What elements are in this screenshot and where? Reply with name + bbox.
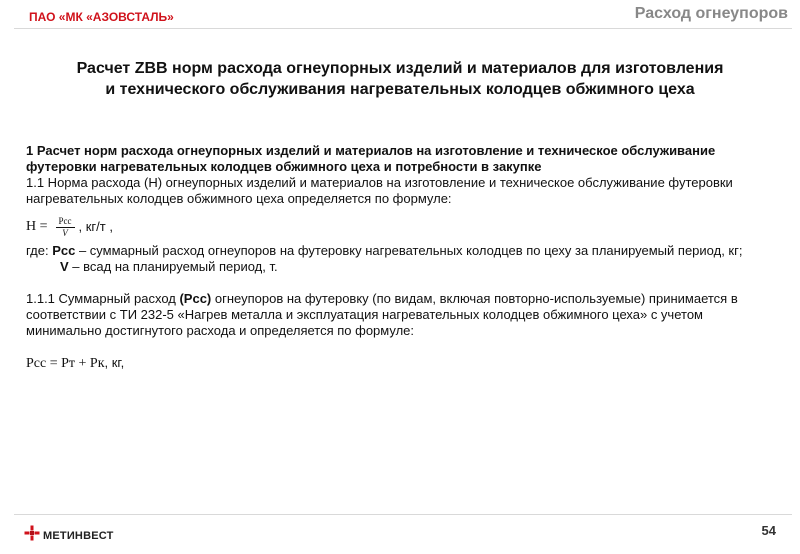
spacer: [26, 275, 782, 291]
page-number: 54: [761, 523, 776, 538]
content-body: [26, 143, 782, 372]
metinvest-logo-icon: [24, 525, 40, 546]
fraction-denominator: V: [62, 227, 68, 238]
paragraph-total-prefix: 1.1.1 Суммарный расход: [26, 291, 180, 306]
metinvest-logo-text: МЕТИНВЕСТ: [43, 529, 114, 542]
formula-total-expr: Рсс = Рт + Рк: [26, 356, 105, 371]
spacer: [26, 339, 782, 355]
formula-norm: [26, 211, 782, 243]
footer-divider: [14, 514, 792, 515]
formula-total: [26, 355, 782, 372]
definition-v: [26, 259, 782, 275]
slide-title: [20, 58, 780, 100]
formula-fraction: [56, 216, 75, 239]
slide-title-line-2: и технического обслуживания нагревательных колодцев обжимного цеха: [105, 81, 695, 98]
formula-total-unit: , кг,: [104, 355, 125, 370]
metinvest-logo: [24, 525, 114, 546]
company-name: ПАО «МК «АЗОВСТАЛЬ»: [29, 10, 174, 24]
variable-pcc-paren: (Рсс): [179, 291, 212, 306]
paragraph-norm: 1.1 Норма расхода (Н) огнеупорных изделий и материалов на изготовление и техническое обслуживание футеровки нагревательных колодцев обжимного цеха определяется по формуле:: [26, 175, 733, 206]
paragraph-total-text: огнеупоров на футеровку (по видам, включая повторно-используемые) принимается в соответствии с ТИ 232-5 «Нагрев металла и эксплуатация нагревательных колодцев обжимного цеха» с учетом минимально достигнутого расхода и определяется по формуле:: [26, 291, 738, 338]
fraction-numerator: Pcc: [56, 216, 75, 228]
section-title: Расход огнеупоров: [634, 5, 788, 22]
slide-title-line-1: Расчет ZBB норм расхода огнеупорных изделий и материалов для изготовления: [76, 60, 724, 77]
where-prefix: где:: [26, 243, 53, 258]
header-divider: [14, 28, 792, 29]
variable-pcc: Рсс: [52, 243, 76, 258]
section-heading: 1 Расчет норм расхода огнеупорных изделий и материалов на изготовление и техническое обслуживание футеровки нагревательных колодцев обжимного цеха и потребности в закупке: [26, 143, 716, 174]
paragraph-total-consumption: [26, 291, 782, 339]
formula-norm-unit: , кг/т ,: [78, 219, 113, 234]
formula-norm-lhs: Н =: [26, 219, 48, 234]
variable-v: V: [60, 259, 69, 274]
definition-v-text: – всад на планируемый период, т.: [68, 259, 278, 274]
definition-pcc-text: – суммарный расход огнеупоров на футеровку нагревательных колодцев по цеху за планируемый период, кг;: [75, 243, 743, 258]
definition-pcc: [26, 243, 782, 259]
